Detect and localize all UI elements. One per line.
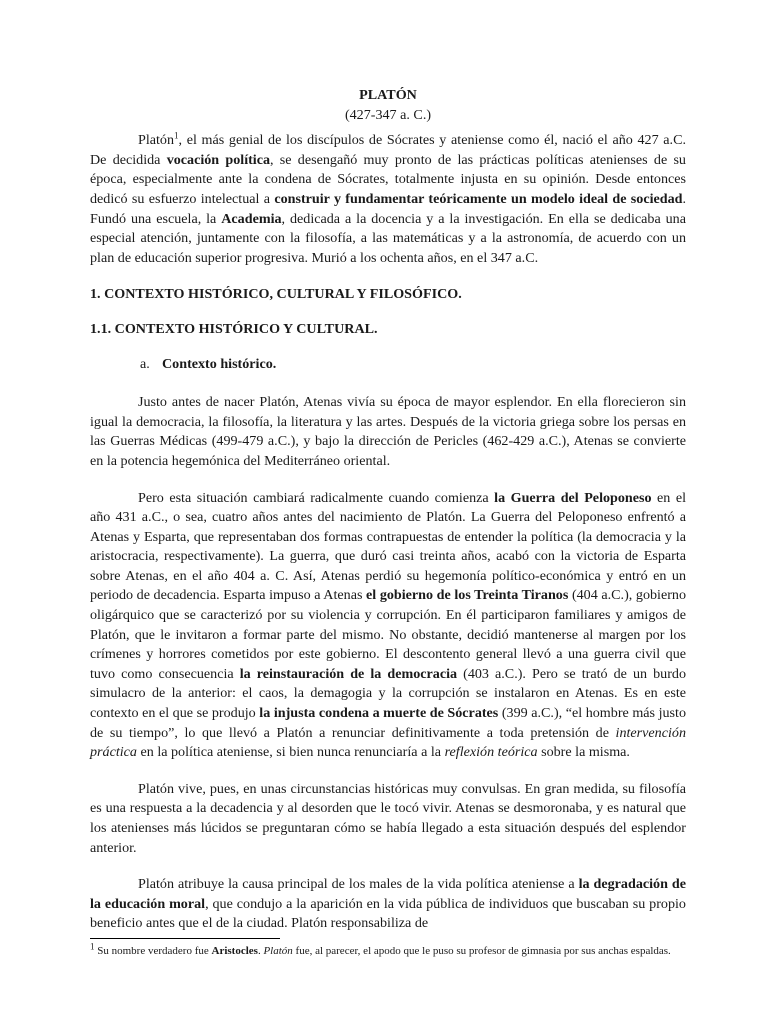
- footnote-number: 1: [90, 941, 95, 952]
- text-run: Pero esta situación cambiará radicalmente cuando comienza: [138, 489, 495, 506]
- bold-run: la injusta condena a muerte de Sócrates: [259, 705, 499, 722]
- paragraph-causa: [90, 875, 686, 934]
- bold-run: la degradación de la educación moral: [90, 876, 686, 912]
- text-run: (399 a.C.), “el hombre más justo de su tiempo”, lo que llevó a Platón a renunciar definitivamente a toda pretensión de: [90, 705, 686, 741]
- italic-run: intervención práctica: [90, 724, 686, 761]
- text-run: .: [257, 944, 264, 957]
- bold-run: vocación política: [166, 151, 271, 168]
- list-marker: a.: [140, 355, 150, 372]
- italic-run: Platón: [263, 944, 293, 957]
- paragraph-convulsas: Platón vive, pues, en unas circunstancias históricas muy convulsas. En gran medida, su filosofía es una respuesta a la decadencia y al desorden que le tocó vivir. Atenas se desmoronaba, y es natural que los atenienses más lúcidos se preguntaran cómo se había llegado a esta situación después del esplendor anterior.: [90, 780, 686, 856]
- section-heading-1-1: 1.1. CONTEXTO HISTÓRICO Y CULTURAL.: [90, 320, 378, 337]
- title-dates: (427-347 a. C.): [344, 106, 432, 123]
- bold-run: el gobierno de los Treinta Tiranos: [366, 587, 569, 604]
- text-run: Su nombre verdadero fue: [94, 944, 212, 957]
- text-run: sobre la misma.: [537, 744, 630, 761]
- bold-run: construir y fundamentar teóricamente un modelo ideal de sociedad: [274, 190, 683, 207]
- text-run: , que condujo a la aparición en la vida pública de individuos que buscaban su propio beneficio antes que el de la ciudad. Platón responsabiliza de: [90, 895, 686, 932]
- footnote: [90, 941, 686, 959]
- text-run: , el más genial de los discípulos de Sócrates y ateniense como él, nació el año 427 a.C. De decidida: [90, 132, 686, 168]
- text-run: Platón atribuye la causa principal de los males de la vida política ateniense a: [138, 876, 579, 893]
- subsection-label: Contexto histórico.: [162, 355, 277, 372]
- page-title: PLATÓN: [359, 87, 417, 103]
- title-block: [90, 86, 686, 125]
- paragraph-guerra: [90, 489, 686, 763]
- text-run: (404 a.C.), gobierno oligárquico que se caracterizó por su violencia y corrupción. En él participaron familiares y amigos de Platón, que le invitaron a formar parte del mismo. No obstante, decidió mantenerse al margen por los crímenes y horrores cometidos por este gobierno. El descontento general llevó a una guerra civil que tuvo como consecuencia: [90, 587, 686, 682]
- footnote-separator: [90, 938, 280, 939]
- intro-paragraph: [90, 131, 686, 268]
- text-run: en el año 431 a.C., o sea, cuatro años antes del nacimiento de Platón. La Guerra del Peloponeso enfrentó a Atenas y Esparta, que representaban dos formas contrapuestas de entender la política (la democracia y la aristocracia, respectivamente). La guerra, que duró casi treinta años, acabó con la victoria de Esparta sobre Atenas, en el año 404 a. C. Así, Atenas perdió su hegemonía político-económica y entró en un periodo de decadencia. Esparta impuso a Atenas: [90, 489, 686, 604]
- italic-run: reflexión teórica: [444, 744, 538, 761]
- text-run: Platón: [138, 132, 175, 149]
- section-heading-1: 1. CONTEXTO HISTÓRICO, CULTURAL Y FILOSÓFICO.: [90, 286, 462, 303]
- text-run: en la política ateniense, si bien nunca renunciaría a la: [136, 744, 445, 761]
- bold-run: la reinstauración de la democracia: [239, 665, 458, 682]
- bold-run: Aristocles: [211, 944, 258, 957]
- text-run: , se desengañó muy pronto de las prácticas políticas atenienses de su época, especialmente ante la condena de Sócrates, totalmente injusta en su opinión. Desde entonces dedicó su esfuerzo intelectual a: [90, 151, 686, 207]
- text-run: (403 a.C.). Pero se trató de un burdo simulacro de la anterior: el caos, la demagogia y la corrupción se instalaron en Atenas. Es en este contexto en el que se produjo: [90, 665, 687, 722]
- subsection-heading-a: [90, 355, 686, 375]
- bold-run: la Guerra del Peloponeso: [494, 489, 652, 506]
- paragraph-esplendor: Justo antes de nacer Platón, Atenas vivía su época de mayor esplendor. En ella florecieron sin igual la democracia, la filosofía, la literatura y las artes. Después de la victoria griega sobre los persas en las Guerras Médicas (499-479 a.C.), y bajo la dirección de Pericles (462-429 a.C.), Atenas se convierte en la potencia hegemónica del Mediterráneo oriental.: [90, 394, 686, 469]
- footnote-ref: 1: [174, 130, 179, 141]
- text-run: fue, al parecer, el apodo que le puso su profesor de gimnasia por sus anchas espaldas.: [292, 944, 671, 957]
- text-run: , dedicada a la docencia y a la investigación. En ella se dedicaba una especial atención, juntamente con la filosofía, a las matemáticas y a la astronomía, de acuerdo con un plan de educación superior progresiva. Murió a los ochenta años, en el 347 a.C.: [90, 210, 686, 266]
- bold-run: Academia: [221, 210, 282, 227]
- text-run: . Fundó una escuela, la: [90, 190, 686, 227]
